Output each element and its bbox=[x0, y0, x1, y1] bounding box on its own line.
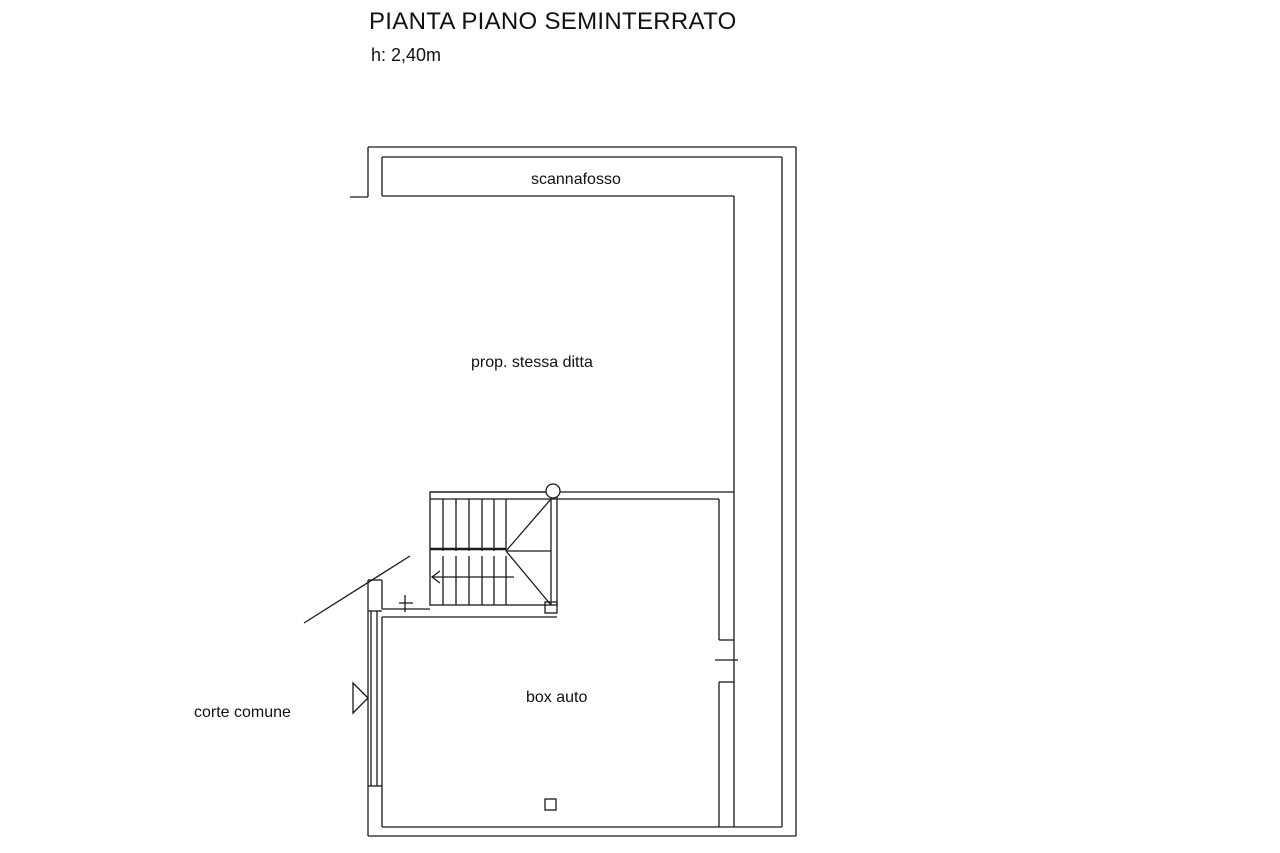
room-label-courtyard: corte comune bbox=[194, 704, 291, 721]
partition-wall bbox=[430, 492, 738, 827]
staircase bbox=[430, 484, 560, 613]
courtyard-fence bbox=[304, 556, 410, 786]
entrance-arrow-icon bbox=[353, 683, 368, 713]
ceiling-height-note: h: 2,40m bbox=[371, 45, 442, 65]
room-label-garage: box auto bbox=[526, 689, 588, 706]
room-label-scannafosso: scannafosso bbox=[531, 171, 621, 188]
floor-drain-icon bbox=[545, 799, 556, 810]
plan-title: PIANTA PIANO SEMINTERRATO bbox=[369, 8, 737, 35]
room-label-neighbour-property: prop. stessa ditta bbox=[471, 354, 593, 371]
